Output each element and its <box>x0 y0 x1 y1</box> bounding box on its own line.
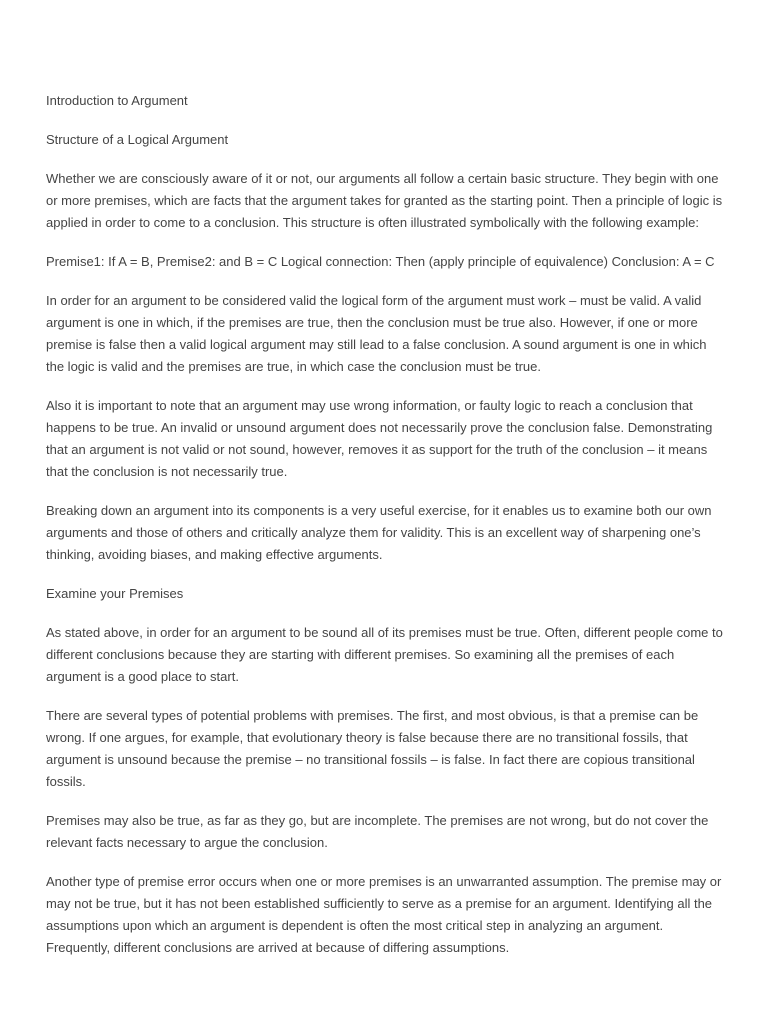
paragraph: In order for an argument to be considered valid the logical form of the argument must work – must be valid. A valid argument is one in which, if the premises are true, then the conclusion must be true also. However, if one or more premise is false then a valid logical argument may still lead to a false conclusion. A sound argument is one in which the logic is valid and the premises are true, in which case the conclusion must be true. <box>46 293 707 374</box>
paragraph: Breaking down an argument into its components is a very useful exercise, for it enables us to examine both our own arguments and those of others and critically analyze them for validity. This is an excellent way of sharpening one’s thinking, avoiding biases, and making effective arguments. <box>46 503 712 562</box>
section-heading-premises: Examine your Premises <box>46 586 184 601</box>
paragraph: There are several types of potential problems with premises. The first, and most obvious, is that a premise can be wrong. If one argues, for example, that evolutionary theory is false because there are no transitional fossils, that argument is unsound because the premise – no transitional fossils – is false. In fact there are copious transitional fossils. <box>46 708 699 789</box>
paragraph: Premises may also be true, as far as they go, but are incomplete. The premises are not wrong, but do not cover the relevant facts necessary to argue the conclusion. <box>46 813 709 850</box>
paragraph-example: Premise1: If A = B, Premise2: and B = C Logical connection: Then (apply principle of equivalence) Conclusion: A = C <box>46 254 715 269</box>
document-body <box>46 90 726 976</box>
paragraph: Whether we are consciously aware of it or not, our arguments all follow a certain basic structure. They begin with one or more premises, which are facts that the argument takes for granted as the starting point. Then a principle of logic is applied in order to come to a conclusion. This structure is often illustrated symbolically with the following example: <box>46 171 723 230</box>
paragraph: Also it is important to note that an argument may use wrong information, or faulty logic to reach a conclusion that happens to be true. An invalid or unsound argument does not necessarily prove the conclusion false. Demonstrating that an argument is not valid or not sound, however, removes it as support for the truth of the conclusion – it means that the conclusion is not necessarily true. <box>46 398 713 479</box>
paragraph: As stated above, in order for an argument to be sound all of its premises must be true. Often, different people come to different conclusions because they are starting with different premises. So examining all the premises of each argument is a good place to start. <box>46 625 723 684</box>
section-heading-structure: Structure of a Logical Argument <box>46 132 229 147</box>
paragraph: Another type of premise error occurs when one or more premises is an unwarranted assumption. The premise may or may not be true, but it has not been established sufficiently to serve as a premise for an argument. Identifying all the assumptions upon which an argument is dependent is often the most critical step in analyzing an argument. Frequently, different conclusions are arrived at because of differing assumptions. <box>46 874 722 955</box>
document-title: Introduction to Argument <box>46 93 188 108</box>
